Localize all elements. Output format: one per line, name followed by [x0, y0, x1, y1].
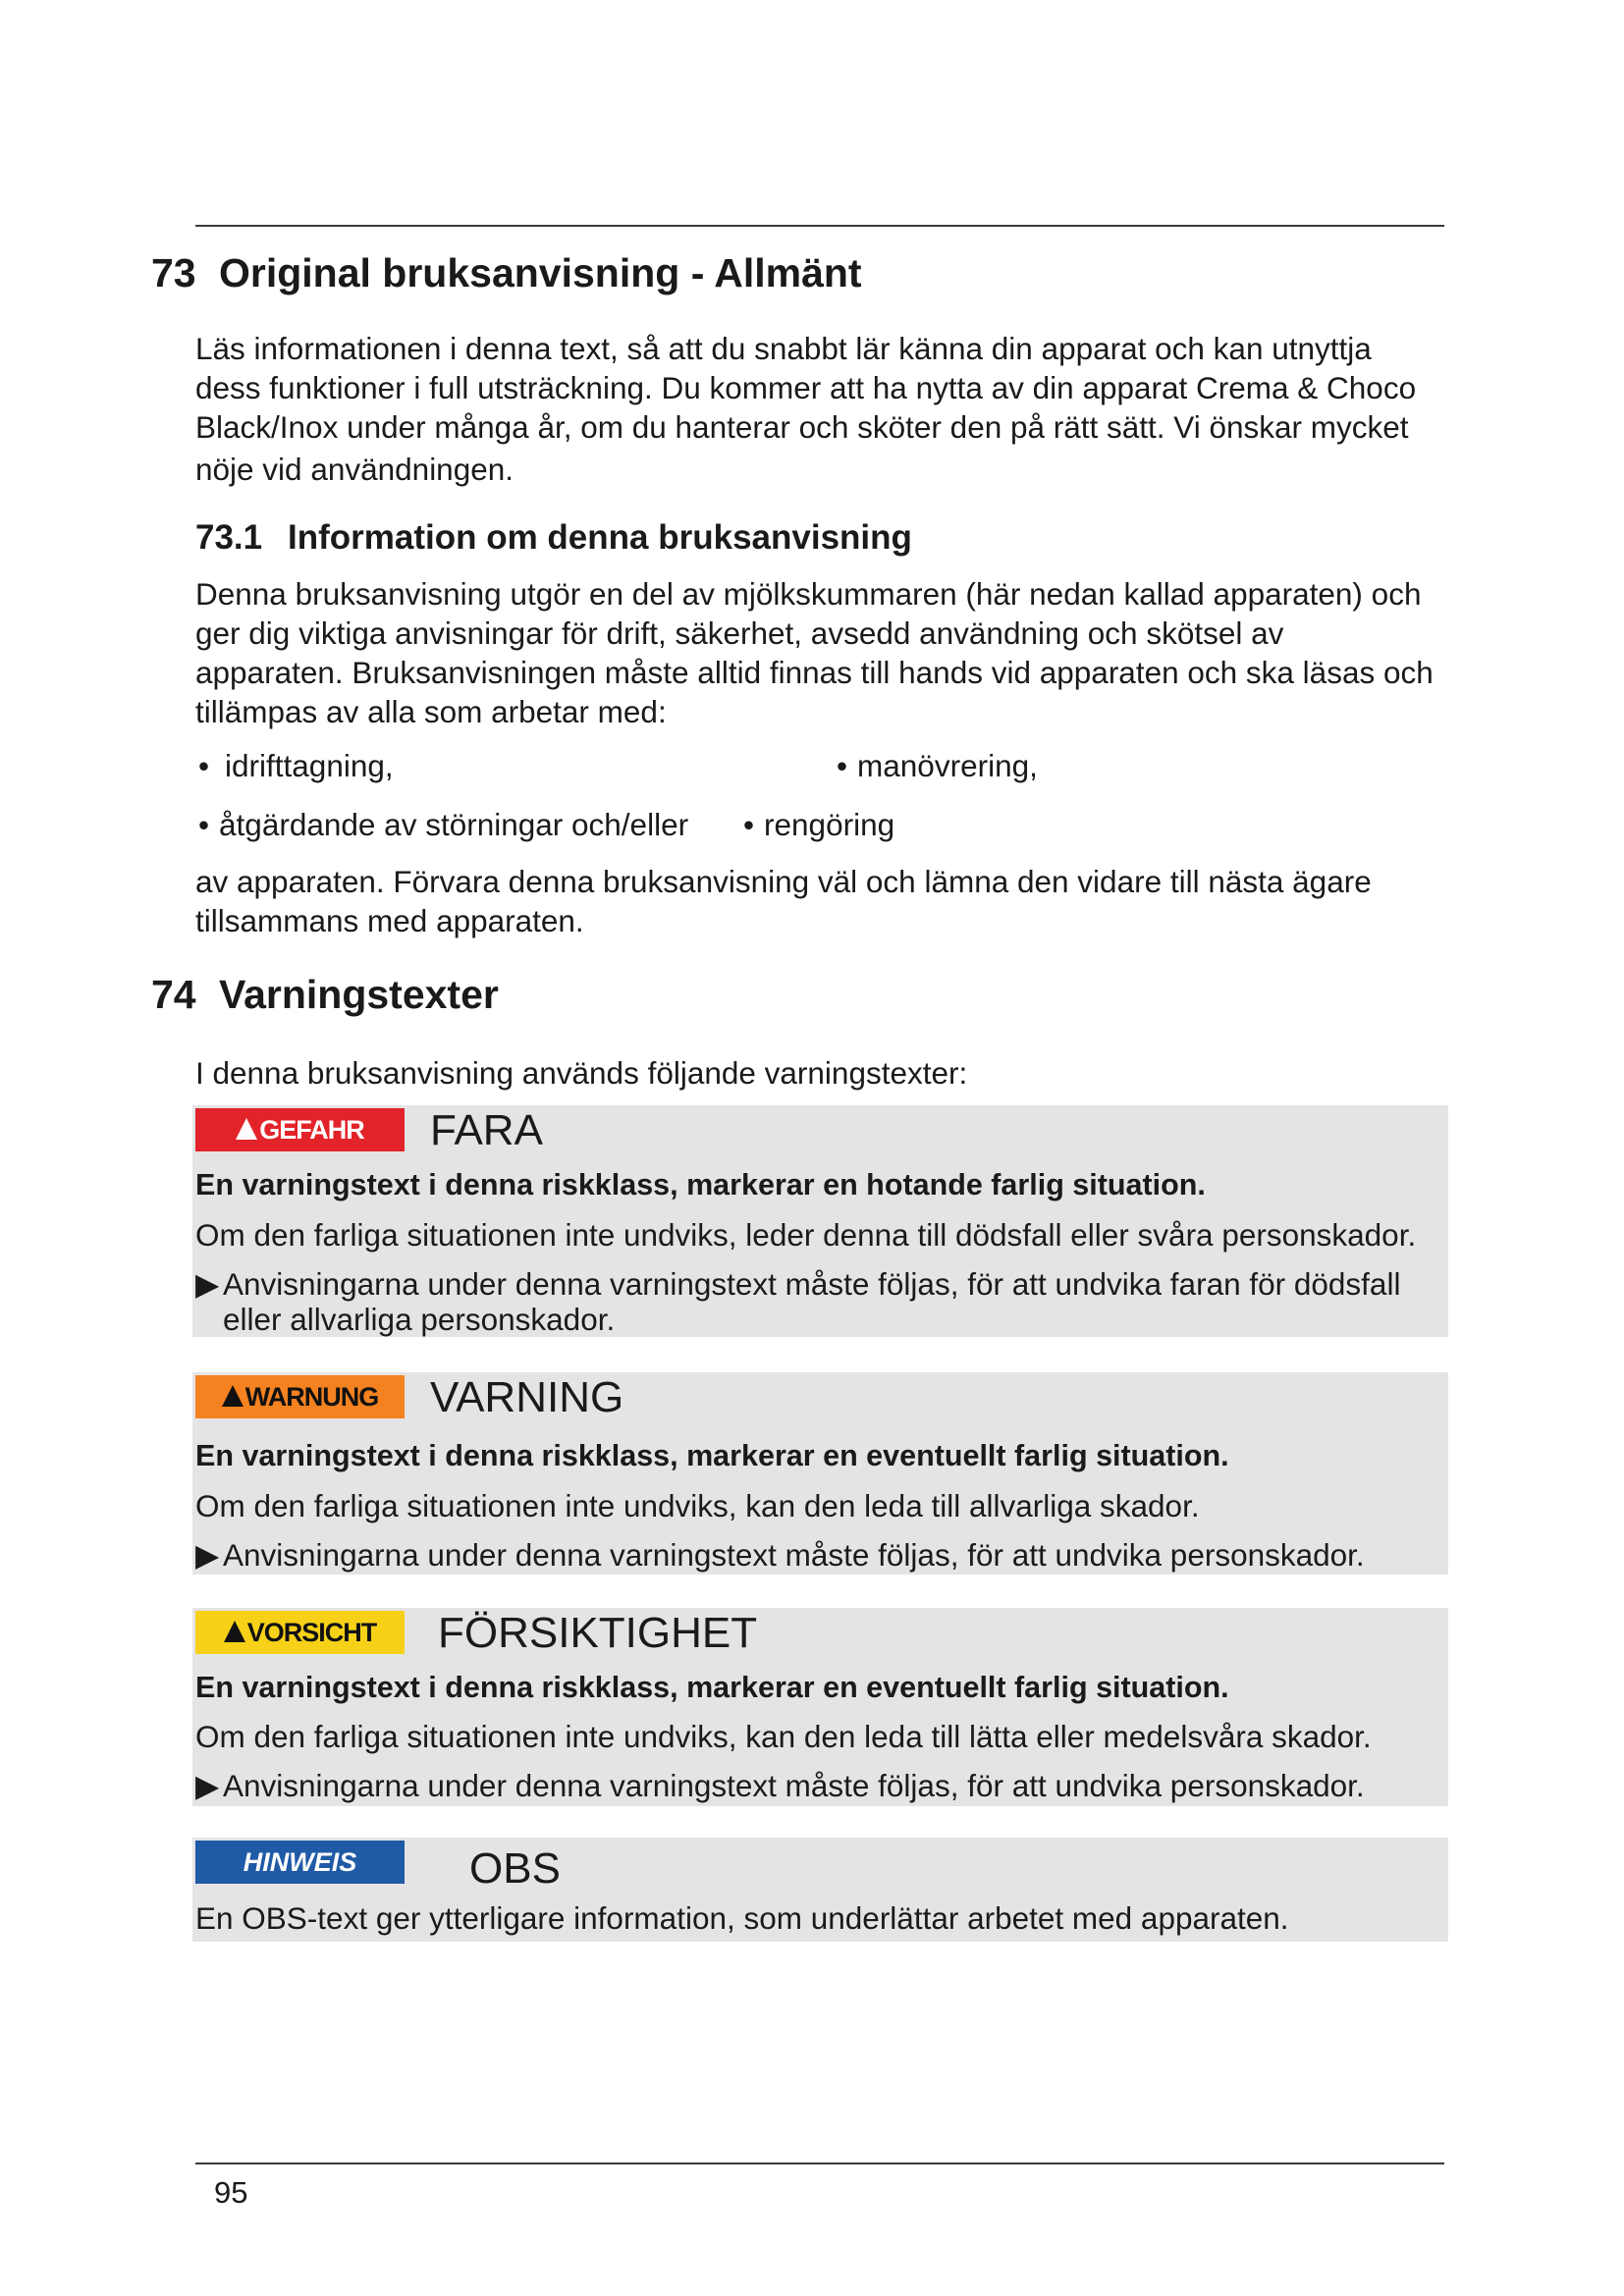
warning-instruction: ▶ Anvisningarna under denna varningstext måste följas, för att undvika personskador. — [195, 1537, 1365, 1573]
list-item: • manövrering, — [837, 748, 1038, 783]
section-number: 74 — [151, 972, 196, 1017]
header-rule — [195, 225, 1444, 227]
caution-consequence: Om den farliga situationen inte undviks, kan den leda till lätta eller medelsvåra skador. — [195, 1719, 1372, 1754]
list-item: • rengöring — [743, 807, 895, 842]
danger-title: FARA — [430, 1106, 543, 1154]
caution-instruction: ▶ Anvisningarna under denna varningstext måste följas, för att undvika personskador. — [195, 1768, 1365, 1803]
paragraph-line: tillämpas av alla som arbetar med: — [195, 694, 667, 729]
danger-consequence: Om den farliga situationen inte undviks, leder denna till dödsfall eller svåra personskador. — [195, 1217, 1417, 1253]
warning-triangle-icon — [236, 1118, 257, 1140]
warning-badge: WARNUNG — [195, 1375, 405, 1418]
caution-badge: VORSICHT — [195, 1611, 405, 1654]
section-title: Original bruksanvisning - Allmänt — [219, 250, 862, 295]
caution-title: FÖRSIKTIGHET — [438, 1609, 758, 1657]
notice-box — [192, 1838, 1448, 1942]
notice-title: OBS — [469, 1844, 561, 1893]
danger-instruction-continued: eller allvarliga personskador. — [223, 1302, 616, 1337]
danger-badge: GEFAHR — [195, 1108, 405, 1151]
section-73-1-closing — [195, 862, 1452, 940]
section-title: Information om denna bruksanvisning — [288, 518, 912, 557]
section-number: 73.1 — [195, 518, 263, 557]
paragraph-line: ger dig viktiga anvisningar för drift, säkerhet, avsedd användning och skötsel av — [195, 615, 1284, 651]
bullet-icon: • — [198, 807, 210, 842]
paragraph-line: tillsammans med apparaten. — [195, 903, 584, 938]
notice-badge: HINWEIS — [195, 1841, 405, 1884]
section-73-heading — [151, 250, 862, 296]
paragraph-line: av apparaten. Förvara denna bruksanvisning väl och lämna den vidare till nästa ägare — [195, 864, 1372, 899]
caution-notice — [192, 1608, 1448, 1806]
paragraph-line: apparaten. Bruksanvisningen måste alltid finnas till hands vid apparaten och ska läsas och — [195, 655, 1434, 690]
bullet-icon: • — [837, 748, 848, 783]
warning-notice — [192, 1372, 1448, 1575]
section-73-1-heading — [195, 518, 912, 558]
paragraph-line: Läs informationen i denna text, så att du snabbt lär känna din apparat och kan utnyttja — [195, 331, 1372, 366]
warning-definition: En varningstext i denna riskklass, markerar en eventuellt farlig situation. — [195, 1439, 1229, 1472]
warning-title: VARNING — [430, 1373, 624, 1421]
warning-consequence: Om den farliga situationen inte undviks, kan den leda till allvarliga skador. — [195, 1488, 1200, 1523]
bullet-icon: • — [198, 748, 210, 783]
caution-definition: En varningstext i denna riskklass, markerar en eventuellt farlig situation. — [195, 1671, 1229, 1704]
section-74-heading — [151, 972, 499, 1018]
paragraph-line: nöje vid användningen. — [195, 452, 514, 487]
paragraph-line: Denna bruksanvisning utgör en del av mjölkskummaren (här nedan kallad apparaten) och — [195, 576, 1422, 612]
section-74-intro: I denna bruksanvisning används följande varningstexter: — [195, 1055, 968, 1091]
list-item: • åtgärdande av störningar och/eller — [198, 807, 689, 842]
danger-definition: En varningstext i denna riskklass, markerar en hotande farlig situation. — [195, 1168, 1206, 1201]
section-title: Varningstexter — [219, 972, 499, 1017]
section-73-intro — [195, 329, 1452, 489]
page-number: 95 — [214, 2175, 248, 2210]
footer-rule — [195, 2163, 1444, 2164]
danger-instruction: ▶ Anvisningarna under denna varningstext måste följas, för att undvika faran för dödsfall — [195, 1266, 1401, 1302]
arrow-right-icon: ▶ — [195, 1266, 220, 1302]
arrow-right-icon: ▶ — [195, 1537, 220, 1573]
danger-notice — [192, 1105, 1448, 1337]
list-item: • idrifttagning, — [198, 748, 394, 783]
section-73-1-paragraph — [195, 574, 1452, 731]
arrow-right-icon: ▶ — [195, 1768, 220, 1803]
bullet-icon: • — [743, 807, 755, 842]
notice-text: En OBS-text ger ytterligare information, som underlättar arbetet med apparaten. — [195, 1900, 1289, 1936]
section-number: 73 — [151, 250, 196, 295]
warning-triangle-icon — [224, 1621, 245, 1642]
paragraph-line: dess funktioner i full utsträckning. Du kommer att ha nytta av din apparat Crema & Choco — [195, 370, 1417, 405]
warning-triangle-icon — [222, 1385, 244, 1407]
paragraph-line: Black/Inox under många år, om du hanterar och sköter den på rätt sätt. Vi önskar mycket — [195, 409, 1409, 445]
